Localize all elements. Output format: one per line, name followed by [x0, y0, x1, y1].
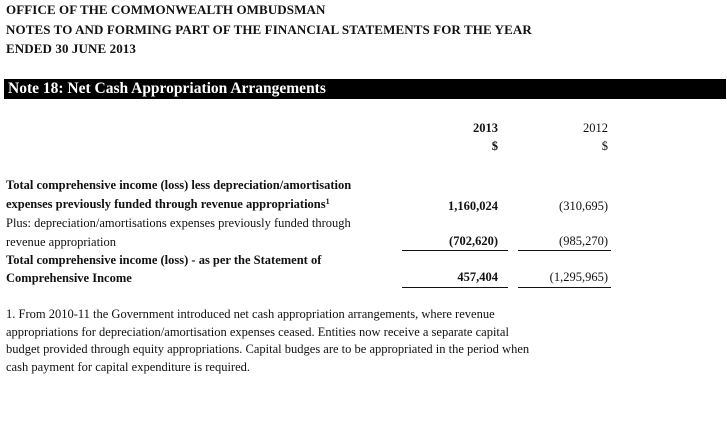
note-title: Note 18: Net Cash Appropriation Arrangements	[8, 80, 326, 97]
subtotal-rule-2012	[518, 250, 611, 251]
row2-value-2012: (985,270)	[559, 234, 608, 248]
footnote-mark: 1	[325, 197, 330, 206]
footnote-line3: budget provided through equity appropriations. Capital budges are to be appropriated in the period when	[6, 342, 530, 356]
col-2012-year: 2012	[583, 121, 608, 135]
subtotal-rule-2013	[402, 250, 508, 251]
row1-value-2012: (310,695)	[559, 199, 608, 213]
footnote-line4: cash payment for capital expenditure is required.	[6, 359, 251, 374]
total-rule-2013	[402, 287, 508, 288]
col-2013-year: 2013	[473, 121, 498, 135]
row1-label-text: expenses previously funded through revenue appropriations	[6, 197, 326, 211]
footnote	[6, 306, 606, 376]
row1-value-2013: 1,160,024	[448, 199, 498, 213]
row3-value-2013: 457,404	[457, 270, 498, 284]
row3-value-2012: (1,295,965)	[549, 270, 608, 284]
total-rule-2012	[518, 287, 611, 288]
footnote-line2: appropriations for depreciation/amortisation expenses ceased. Entities now receive a separate capital	[6, 324, 509, 339]
header-entity: OFFICE OF THE COMMONWEALTH OMBUDSMAN	[6, 2, 326, 17]
row2-value-2013: (702,620)	[449, 234, 498, 248]
header-period: ENDED 30 JUNE 2013	[6, 41, 137, 56]
header-notes: NOTES TO AND FORMING PART OF THE FINANCIAL STATEMENTS FOR THE YEAR	[6, 22, 532, 37]
row3-label-line1: Total comprehensive income (loss) - as per the Statement of	[6, 253, 322, 267]
footnote-line1: 1. From 2010-11 the Government introduced net cash appropriation arrangements, where revenue	[6, 307, 495, 321]
col-2013-unit: $	[491, 139, 498, 153]
row2-label-line2: revenue appropriation	[6, 235, 117, 249]
note-title-bar	[4, 79, 726, 99]
row3-label-line2: Comprehensive Income	[6, 271, 132, 285]
row1-label-line1: Total comprehensive income (loss) less depreciation/amortisation	[6, 178, 352, 192]
col-2012-unit: $	[601, 139, 608, 153]
row1-label-line2	[6, 196, 330, 212]
row2-label-line1: Plus: depreciation/amortisations expenses previously funded through	[6, 216, 351, 230]
